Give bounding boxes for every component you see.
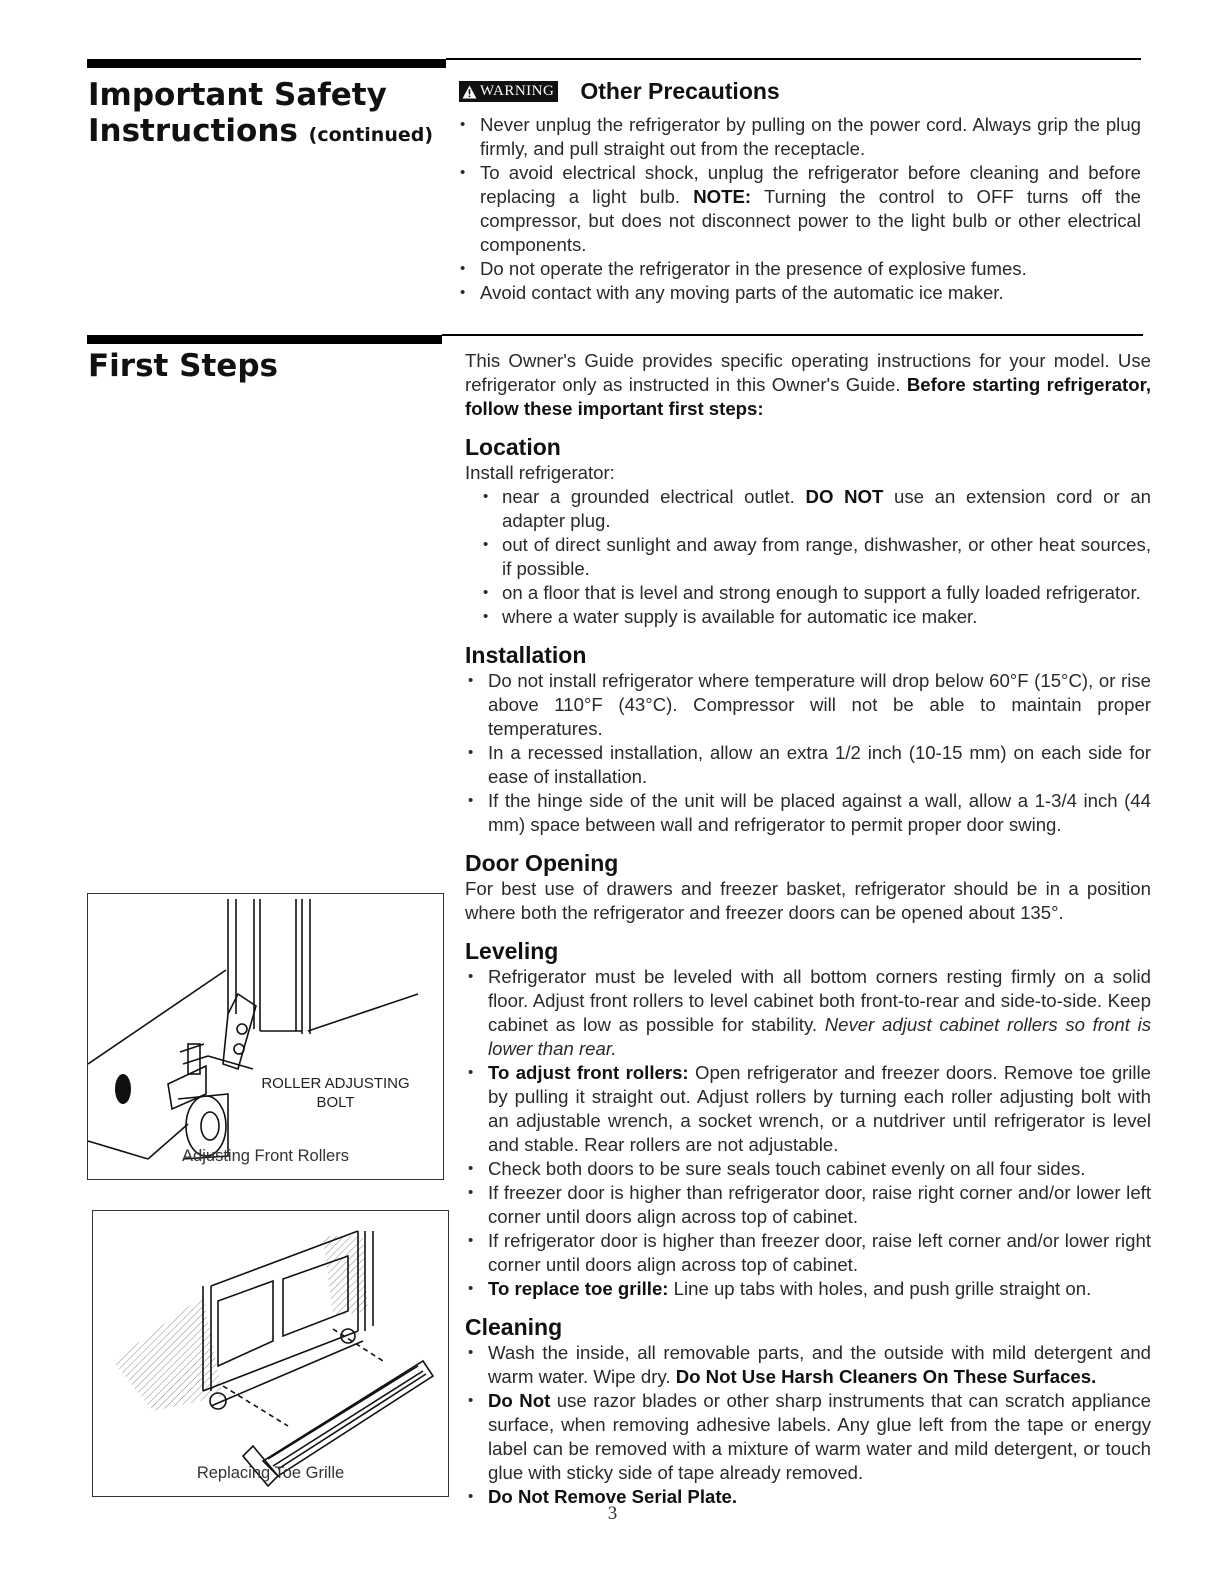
roller-illustration — [88, 894, 443, 1179]
list-item: • Do Not Remove Serial Plate. — [465, 1485, 1151, 1509]
warning-triangle-icon — [462, 85, 477, 99]
door-opening-heading: Door Opening — [465, 850, 619, 876]
precautions-list-block — [457, 113, 1141, 305]
list-item: • If the hinge side of the unit will be placed against a wall, allow a 1-3/4 inch (44 mm) space between wall and refrigerator to permit proper door swing. — [465, 789, 1151, 837]
door-opening-text: For best use of drawers and freezer basket, refrigerator should be in a position where both the refrigerator and freezer doors can be opened about 135°. — [465, 878, 1151, 923]
list-item: • In a recessed installation, allow an extra 1/2 inch (10-15 mm) on each side for ease of installation. — [465, 741, 1151, 789]
list-item: • Check both doors to be sure seals touch cabinet evenly on all four sides. — [465, 1157, 1151, 1181]
warning-badge-label: WARNING — [480, 83, 555, 99]
leveling-heading: Leveling — [465, 938, 559, 964]
installation-list — [465, 669, 1151, 837]
section-rule-thin — [442, 334, 1143, 336]
section-title-safety — [88, 78, 433, 149]
cleaning-list — [465, 1341, 1151, 1509]
figure-caption: Replacing Toe Grille — [196, 1464, 345, 1482]
section-rule-thick — [87, 335, 442, 344]
list-item: • If freezer door is higher than refrigerator door, raise right corner and/or lower left corner until doors align across top of cabinet. — [465, 1181, 1151, 1229]
section-rule-thick — [87, 59, 446, 68]
list-item: • out of direct sunlight and away from range, dishwasher, or other heat sources, if possible. — [465, 533, 1151, 581]
warning-heading-row — [459, 78, 780, 105]
toe-grille-illustration — [93, 1211, 448, 1496]
list-item: • To replace toe grille: Line up tabs with holes, and push grille straight on. — [465, 1277, 1151, 1301]
location-heading: Location — [465, 434, 561, 460]
list-item: • Do not operate the refrigerator in the presence of explosive fumes. — [457, 257, 1141, 281]
section-title-first-steps: First Steps — [88, 348, 278, 384]
list-item: • Do Not use razor blades or other sharp instruments that can scratch appliance surface, when removing adhesive labels. Any glue left from the tape or energy label can be removed with a mixture of warm water and mild detergent, or touch glue with sticky side of tape already removed. — [465, 1389, 1151, 1485]
intro-paragraph: This Owner's Guide provides specific operating instructions for your model. Use refrigerator only as instructed in this Owner's Guide. Before starting refrigerator, follow these important first steps: — [465, 350, 1151, 419]
list-item: • To adjust front rollers: Open refrigerator and freezer doors. Remove toe grille by pulling it straight out. Adjust rollers by turning each roller adjusting bolt with an adjustable wrench, a socket wrench, or a nutdriver until refrigerator is level and stable. Rear rollers are not adjustable. — [465, 1061, 1151, 1157]
list-item: • Never unplug the refrigerator by pulling on the power cord. Always grip the plug firmly, and pull straight out from the receptacle. — [457, 113, 1141, 161]
page-number: 3 — [607, 1503, 618, 1524]
list-item: • on a floor that is level and strong enough to support a fully loaded refrigerator. — [465, 581, 1151, 605]
list-item: • Avoid contact with any moving parts of the automatic ice maker. — [457, 281, 1141, 305]
list-item: • where a water supply is available for automatic ice maker. — [465, 605, 1151, 629]
first-steps-column — [465, 349, 1151, 1509]
warning-badge — [459, 81, 558, 102]
list-item: • To avoid electrical shock, unplug the refrigerator before cleaning and before replacing a light bulb. NOTE: Turning the control to OFF turns off the compressor, but does not disconnect power to the light bulb or other electrical components. — [457, 161, 1141, 257]
title-suffix: (continued) — [308, 123, 434, 146]
list-item: • near a grounded electrical outlet. DO NOT use an extension cord or an adapter plug. — [465, 485, 1151, 533]
title-line2: Instructions — [88, 112, 298, 149]
list-item: • Do not install refrigerator where temperature will drop below 60°F (15°C), or rise above 110°F (43°C). Compressor will not be able to maintain proper temperatures. — [465, 669, 1151, 741]
title-line1: Important Safety — [88, 77, 387, 113]
figure-caption: Adjusting Front Rollers — [182, 1147, 349, 1165]
section-rule-thin — [446, 58, 1141, 60]
leveling-list — [465, 965, 1151, 1301]
list-item: • Wash the inside, all removable parts, and the outside with mild detergent and warm water. Wipe dry. Do Not Use Harsh Cleaners On These Surfaces. — [465, 1341, 1151, 1389]
installation-heading: Installation — [465, 642, 587, 668]
location-list — [465, 485, 1151, 629]
list-item: • If refrigerator door is higher than freezer door, raise left corner and/or lower right corner until doors align across top of cabinet. — [465, 1229, 1151, 1277]
other-precautions-heading: Other Precautions — [580, 78, 780, 104]
figure-replacing-toe-grille — [92, 1210, 449, 1497]
location-lead: Install refrigerator: — [465, 462, 615, 483]
figure-adjusting-front-rollers — [87, 893, 444, 1180]
list-item: • Refrigerator must be leveled with all bottom corners resting firmly on a solid floor. Adjust front rollers to level cabinet both front-to-rear and side-to-side. Keep cabinet as low as possible for stability. Never adjust cabinet rollers so front is lower than rear. — [465, 965, 1151, 1061]
precautions-list — [457, 113, 1141, 305]
roller-bolt-callout: ROLLER ADJUSTING BOLT — [261, 1075, 410, 1111]
cleaning-heading: Cleaning — [465, 1314, 563, 1340]
